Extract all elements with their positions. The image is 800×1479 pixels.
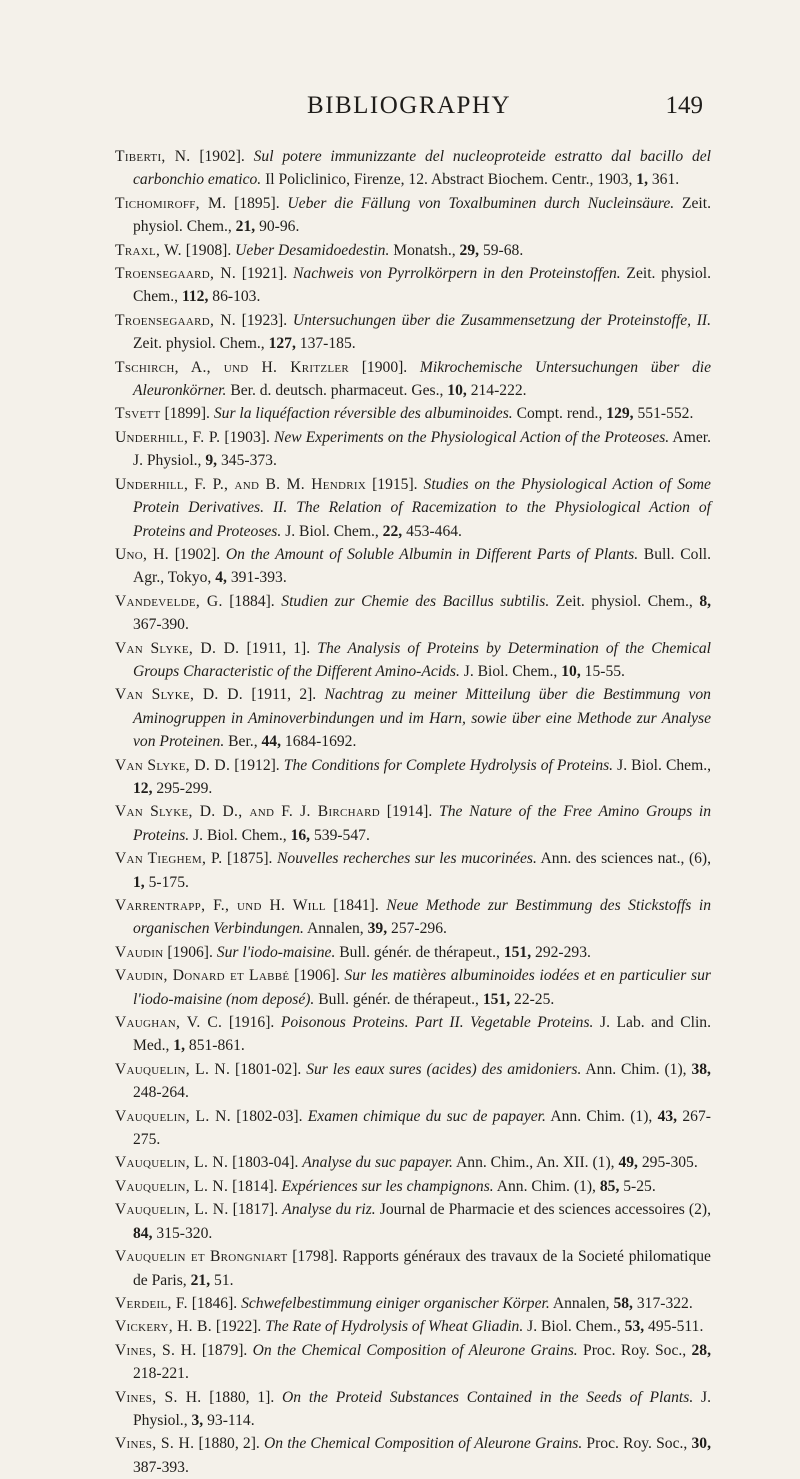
entry-title: Studies on the Physiological Action of Some Protein Derivatives. II. The Relation of Racemization to the Physiological Action of Proteins and Proteoses.	[133, 475, 711, 540]
page-number: 149	[665, 92, 703, 119]
entry-year: [1875].	[226, 850, 273, 868]
entry-volume: 58,	[613, 1294, 633, 1312]
entry-author: Van Slyke, D. D.	[115, 756, 231, 774]
entry-source: Ber.,	[228, 733, 258, 751]
entry-author: Underhill, F. P., and B. M. Hendrix	[115, 475, 367, 493]
entry-volume: 84,	[133, 1224, 153, 1242]
page-title: BIBLIOGRAPHY	[306, 92, 512, 119]
entry-author: Vines, S. H.	[115, 1388, 202, 1406]
entry-year: [1922].	[215, 1318, 262, 1336]
bibliography-entry	[115, 1292, 711, 1315]
entry-title: Nachtrag zu meiner Mitteilung über die Bestimmung von Aminogruppen in Aminoverbindungen und im Harn, sowie über eine Methode zur Analyse von Proteinen.	[133, 686, 711, 751]
entry-pages: 495-511.	[648, 1318, 704, 1336]
entry-volume: 21,	[235, 218, 256, 236]
entry-author: Van Tieghem, P.	[115, 850, 223, 868]
entry-year: [1817].	[232, 1201, 279, 1219]
bibliography-entry	[115, 192, 711, 239]
bibliography-entry	[115, 754, 711, 801]
entry-title: On the Chemical Composition of Aleurone Grains.	[263, 1435, 583, 1453]
entry-pages: 5-25.	[623, 1177, 656, 1195]
bibliography-entry	[115, 1315, 711, 1338]
entry-volume: 1,	[173, 1037, 185, 1055]
entry-year: [1803-04].	[232, 1154, 299, 1172]
bibliography-entry	[115, 1175, 711, 1198]
entry-volume: 16,	[290, 826, 311, 844]
bibliography-entry	[115, 309, 711, 356]
entry-author: Varrentrapp, F., und H. Will	[115, 897, 326, 914]
entry-source: Ann. des sciences nat., (6),	[540, 850, 712, 868]
entry-year: [1915].	[372, 475, 418, 493]
entry-source: J. Biol. Chem.,	[285, 522, 379, 540]
entry-year: [1906].	[294, 967, 340, 985]
entry-year: [1912].	[234, 756, 280, 774]
entry-volume: 151,	[482, 990, 511, 1008]
entry-source: J. Biol. Chem.,	[463, 662, 558, 680]
entry-year: [1880, 2].	[198, 1435, 260, 1453]
bibliography-entry	[115, 683, 711, 753]
entry-pages: 295-305.	[641, 1154, 698, 1172]
entry-author: Troensegaard, N.	[115, 311, 236, 329]
bibliography-entry	[115, 964, 711, 1011]
entry-year: [1895].	[234, 194, 280, 212]
entry-title: Untersuchungen über die Zusammensetzung der Proteinstoffe, II.	[292, 311, 712, 329]
entry-year: [1902].	[199, 148, 245, 165]
entry-pages: 292-293.	[535, 943, 591, 961]
entry-year: [1906].	[167, 943, 213, 961]
bibliography-entry	[115, 941, 711, 964]
entry-pages: 93-114.	[207, 1411, 255, 1429]
entry-source: J. Biol. Chem.,	[617, 756, 711, 774]
entry-title: Analyse du riz.	[282, 1201, 376, 1219]
entry-pages: 539-547.	[313, 826, 370, 844]
entry-pages: 367-390.	[133, 616, 189, 634]
entry-title: Expériences sur les champignons.	[281, 1177, 494, 1195]
entry-title: Nachweis von Pyrrolkörpern in den Proteinstoffen.	[293, 265, 621, 283]
entry-volume: 28,	[691, 1341, 711, 1359]
entry-year: [1903].	[224, 428, 270, 446]
entry-pages: 1684-1692.	[284, 733, 357, 751]
entry-title: The Analysis of Proteins by Determination of the Chemical Groups Characteristic of the Different Amino-Acids.	[133, 639, 711, 680]
entry-title: The Rate of Hydrolysis of Wheat Gliadin.	[265, 1318, 524, 1336]
entry-volume: 49,	[618, 1154, 638, 1172]
entry-author: Van Slyke, D. D.	[115, 686, 243, 704]
entry-volume: 127,	[268, 335, 296, 353]
entry-year: [1802-03].	[236, 1107, 303, 1125]
entry-volume: 12,	[133, 779, 153, 797]
entry-title: Neue Methode zur Bestimmung des Stickstoffs in organischen Verbindungen.	[133, 897, 712, 938]
entry-volume: 43,	[657, 1107, 678, 1125]
entry-pages: 51.	[214, 1271, 234, 1289]
entry-source: Rapports généraux des travaux de la Societé philomatique de Paris,	[133, 1248, 711, 1289]
entry-pages: 387-393.	[133, 1458, 189, 1476]
entry-title: On the Proteid Substances Contained in the Seeds of Plants.	[282, 1388, 694, 1406]
entry-volume: 30,	[691, 1435, 711, 1453]
entry-title: Poisonous Proteins. Part II. Vegetable Proteins.	[280, 1014, 594, 1032]
entry-pages: 551-552.	[637, 405, 694, 423]
entry-title: Studien zur Chemie des Bacillus subtilis.	[281, 592, 550, 610]
entry-title: Sur les eaux sures (acides) des amidoniers.	[306, 1060, 582, 1078]
bibliography-entry	[115, 262, 711, 309]
entry-author: Vickery, H. B.	[115, 1318, 212, 1336]
bibliography-entry	[115, 426, 711, 473]
entry-author: Traxl, W.	[115, 241, 182, 259]
entry-pages: 22-25.	[514, 990, 555, 1008]
entry-title: Sur les matières albuminoides iodées et en particulier sur l'iodo-maisine (nom deposé).	[133, 967, 711, 1008]
entry-source: Il Policlinico, Firenze, 12. Abstract Biochem. Centr., 1903,	[265, 171, 633, 189]
entry-volume: 10,	[447, 382, 467, 400]
entry-source: Annalen,	[552, 1294, 610, 1312]
bibliography-entry	[115, 1011, 711, 1058]
entry-year: [1914].	[386, 803, 433, 821]
entry-author: Vauquelin, L. N.	[115, 1201, 229, 1219]
entry-year: [1911, 1].	[246, 639, 311, 657]
entry-title: Nouvelles recherches sur les mucorinées.	[277, 850, 537, 868]
entry-title: On the Amount of Soluble Albumin in Different Parts of Plants.	[225, 545, 639, 563]
entry-year: [1908].	[185, 241, 232, 259]
entry-title: Ueber die Fällung von Toxalbuminen durch Nucleinsäure.	[287, 194, 675, 212]
entry-author: Vauquelin, L. N.	[115, 1060, 231, 1078]
entry-year: [1902].	[174, 545, 221, 563]
entry-pages: 453-464.	[406, 522, 462, 540]
entry-year: [1814].	[232, 1177, 278, 1195]
entry-author: Vines, S. H.	[115, 1341, 197, 1359]
entry-pages: 86-103.	[212, 288, 261, 306]
bibliography-entry	[115, 1339, 711, 1386]
entry-source: Proc. Roy. Soc.,	[586, 1435, 688, 1453]
entry-source: Bull. génér. de thérapeut.,	[318, 990, 479, 1008]
entry-title: Ueber Desamidoedestin.	[235, 241, 390, 259]
entry-volume: 38,	[691, 1060, 711, 1078]
entry-title: Mikrochemische Untersuchungen über die Aleuronkörner.	[133, 358, 712, 400]
entry-year: [1801-02].	[235, 1060, 302, 1078]
entry-author: Vauquelin et Brongniart	[115, 1248, 288, 1266]
entry-source: J. Biol. Chem.,	[193, 826, 287, 844]
entry-volume: 29,	[459, 241, 480, 259]
entry-pages: 137-185.	[299, 335, 356, 353]
entry-author: Vines, S. H.	[115, 1435, 195, 1453]
entry-volume: 1,	[133, 873, 145, 891]
entry-year: [1879].	[201, 1341, 248, 1359]
entry-author: Vaudin, Donard et Labbé	[115, 967, 290, 985]
bibliography-entry	[115, 356, 711, 403]
entry-author: Vandevelde, G.	[115, 592, 223, 610]
entry-title: Sur la liquéfaction réversible des albuminoides.	[213, 405, 513, 423]
entry-volume: 21,	[190, 1271, 211, 1289]
entry-author: Uno, H.	[115, 545, 169, 563]
entry-year: [1841].	[333, 897, 379, 914]
entry-title: On the Chemical Composition of Aleurone Grains.	[252, 1341, 578, 1359]
entry-author: Van Slyke, D. D.	[115, 639, 240, 657]
entry-pages: 391-393.	[230, 569, 287, 587]
entry-source: Zeit. physiol. Chem.,	[555, 592, 693, 610]
entry-volume: 129,	[606, 405, 634, 423]
entry-pages: 5-175.	[148, 873, 189, 891]
entry-pages: 315-320.	[156, 1224, 213, 1242]
running-head	[115, 92, 703, 132]
entry-volume: 4,	[215, 569, 227, 587]
entry-pages: 214-222.	[470, 382, 527, 400]
entry-source: Compt. rend.,	[516, 405, 603, 423]
entry-year: [1923].	[241, 311, 288, 329]
entry-pages: 267-275.	[133, 1107, 711, 1149]
bibliography-entry	[115, 637, 711, 684]
entry-pages: 15-55.	[584, 662, 625, 680]
entry-volume: 9,	[205, 452, 218, 470]
entry-source: Journal de Pharmacie et des sciences accessoires (2),	[379, 1201, 712, 1219]
entry-pages: 59-68.	[482, 241, 524, 259]
entry-year: [1911, 2].	[251, 686, 317, 704]
entry-title: Sul potere immunizzante del nucleoproteide estratto dal bacillo del carbonchio ematico.	[133, 148, 712, 189]
entry-pages: 257-296.	[391, 920, 447, 938]
entry-author: Vauquelin, L. N.	[115, 1177, 229, 1195]
bibliography-entry	[115, 1432, 711, 1479]
bibliography-entry	[115, 894, 711, 941]
bibliography-entry	[115, 473, 711, 543]
bibliography-entry	[115, 1245, 711, 1292]
entry-volume: 8,	[699, 592, 712, 610]
entry-author: Van Slyke, D. D., and F. J. Birchard	[115, 803, 381, 821]
entry-source: Ber. d. deutsch. pharmaceut. Ges.,	[230, 382, 444, 400]
entry-author: Vaughan, V. C.	[115, 1014, 223, 1032]
entry-year: [1846].	[191, 1294, 238, 1312]
entry-year: [1921].	[241, 265, 288, 283]
bibliography-entry	[115, 800, 711, 847]
bibliography-entry	[115, 847, 711, 894]
entry-title: The Nature of the Free Amino Groups in Proteins.	[133, 803, 712, 844]
entry-pages: 218-221.	[133, 1365, 189, 1383]
entry-author: Verdeil, F.	[115, 1294, 188, 1312]
entry-title: Examen chimique du suc de papayer.	[307, 1107, 546, 1125]
entry-volume: 85,	[599, 1177, 620, 1195]
entry-author: Vaudin	[115, 943, 164, 961]
entry-title: New Experiments on the Physiological Action of the Proteoses.	[273, 428, 670, 446]
entry-author: Tiberti, N.	[115, 148, 191, 165]
entry-pages: 361.	[651, 171, 680, 189]
entry-pages: 248-264.	[133, 1084, 189, 1102]
entry-source: Ann. Chim. (1),	[550, 1107, 653, 1125]
bibliography-entry	[115, 1105, 711, 1152]
entry-pages: 851-861.	[188, 1037, 245, 1055]
entry-volume: 3,	[191, 1411, 204, 1429]
entry-title: Schwefelbestimmung einiger organischer Körper.	[241, 1294, 550, 1312]
entry-author: Tschirch, A., und H. Kritzler	[115, 358, 350, 376]
entry-source: Bull. Coll. Agr., Tokyo,	[133, 545, 712, 587]
entry-source: Zeit. physiol. Chem.,	[133, 194, 711, 236]
entry-source: J. Lab. and Clin. Med.,	[133, 1014, 711, 1055]
bibliography-entry	[115, 239, 711, 262]
bibliography-entry	[115, 145, 711, 192]
entry-source: Monatsh.,	[393, 241, 456, 259]
entry-author: Tichomiroff, M.	[115, 194, 227, 212]
entry-author: Underhill, F. P.	[115, 428, 221, 446]
entry-volume: 112,	[181, 288, 209, 306]
entry-volume: 39,	[367, 920, 388, 938]
entry-author: Vauquelin, L. N.	[115, 1154, 229, 1172]
entry-source: Ann. Chim., An. XII. (1),	[456, 1154, 615, 1172]
entry-pages: 317-322.	[636, 1294, 693, 1312]
entry-source: Amer. J. Physiol.,	[133, 428, 711, 470]
entry-source: Bull. génér. de thérapeut.,	[339, 943, 500, 961]
entry-pages: 345-373.	[220, 452, 277, 470]
entry-year: [1880, 1].	[209, 1388, 275, 1406]
entry-source: Ann. Chim. (1),	[496, 1177, 596, 1195]
entry-year: [1916].	[228, 1014, 275, 1032]
bibliography-entry	[115, 1386, 711, 1433]
entry-year: [1798].	[292, 1248, 338, 1266]
entry-author: Vauquelin, L. N.	[115, 1107, 231, 1125]
bibliography-entry	[115, 590, 711, 637]
bibliography-entry	[115, 1058, 711, 1105]
bibliography-entry	[115, 1151, 711, 1174]
entry-volume: 151,	[503, 943, 532, 961]
entry-author: Tsvett	[115, 405, 161, 423]
entry-source: J. Biol. Chem.,	[527, 1318, 621, 1336]
bibliography-list	[115, 145, 711, 1479]
entry-title: Analyse du suc papayer.	[302, 1154, 453, 1172]
entry-volume: 22,	[382, 522, 403, 540]
entry-volume: 10,	[561, 662, 581, 680]
entry-pages: 295-299.	[156, 779, 213, 797]
entry-source: Annalen,	[306, 920, 364, 938]
entry-volume: 53,	[624, 1318, 645, 1336]
entry-year: [1900].	[361, 358, 408, 376]
entry-source: Zeit. physiol. Chem.,	[133, 265, 711, 306]
entry-pages: 90-96.	[259, 218, 300, 236]
entry-author: Troensegaard, N.	[115, 265, 237, 283]
bibliography-entry	[115, 1198, 711, 1245]
entry-source: Zeit. physiol. Chem.,	[133, 335, 265, 353]
entry-year: [1899].	[164, 405, 210, 423]
bibliography-entry	[115, 543, 711, 590]
entry-source: Proc. Roy. Soc.,	[583, 1341, 687, 1359]
entry-source: Ann. Chim. (1),	[585, 1060, 687, 1078]
entry-source: J. Physiol.,	[133, 1388, 711, 1429]
bibliography-entry	[115, 402, 711, 425]
entry-volume: 44,	[261, 733, 281, 751]
entry-volume: 1,	[636, 171, 648, 189]
entry-year: [1884].	[229, 592, 275, 610]
entry-title: Sur l'iodo-maisine.	[216, 943, 336, 961]
entry-title: The Conditions for Complete Hydrolysis of Proteins.	[283, 756, 614, 774]
